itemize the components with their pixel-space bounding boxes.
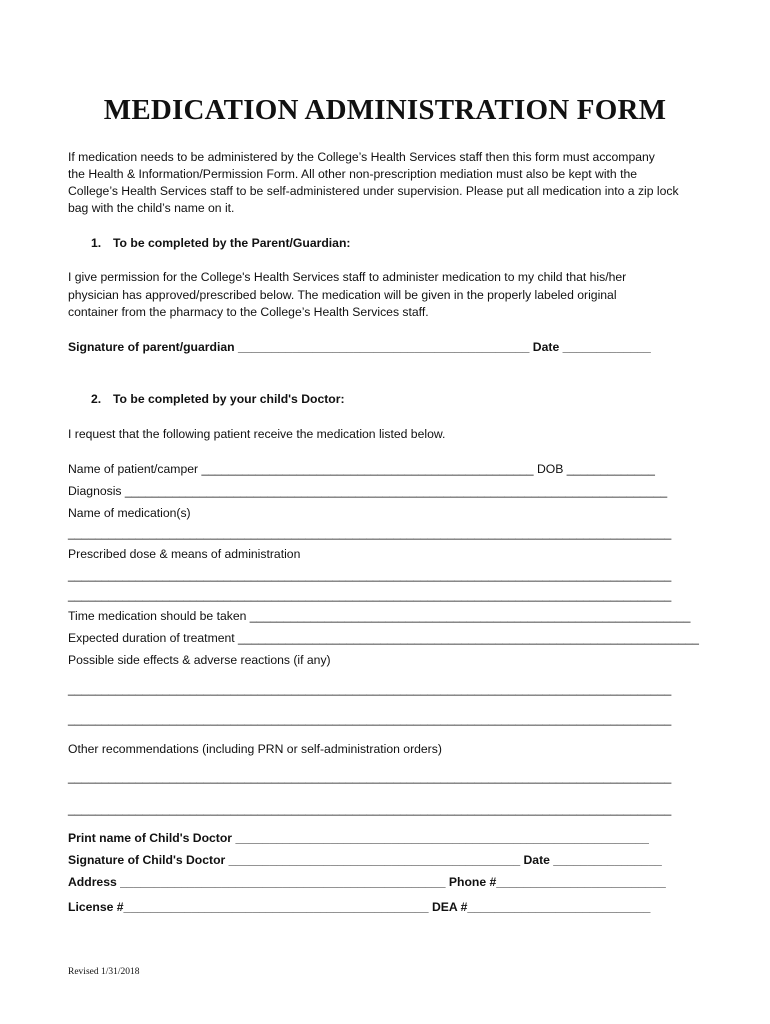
section-2-number: 2. <box>91 392 102 406</box>
doctor-signature-field[interactable]: Signature of Child's Doctor ___________________________________________ Date ________________ <box>68 853 662 867</box>
permission-line-3: container from the pharmacy to the College’s Health Services staff. <box>68 305 429 319</box>
intro-line-3: College’s Health Services staff to be self-administered under supervision. Please put all medication into a zip lock <box>68 184 679 198</box>
intro-line-1: If medication needs to be administered by the College’s Health Services staff then this form must accompany <box>68 150 655 164</box>
revision-date: Revised 1/31/2018 <box>68 967 140 977</box>
time-field[interactable]: Time medication should be taken _________________________________________________________________ <box>68 609 691 623</box>
intro-line-4: bag with the child’s name on it. <box>68 201 235 215</box>
other-recommendations-field-2[interactable]: _________________________________________________________________________________________ <box>68 802 672 816</box>
dose-field-1[interactable]: _________________________________________________________________________________________ <box>68 568 672 582</box>
license-dea-field[interactable]: License #_____________________________________________ DEA #___________________________ <box>68 900 651 914</box>
other-recommendations-label: Other recommendations (including PRN or self-administration orders) <box>68 742 442 756</box>
diagnosis-field[interactable]: Diagnosis ________________________________________________________________________________ <box>68 484 668 498</box>
address-phone-field[interactable]: Address ________________________________________________ Phone #_________________________ <box>68 875 666 889</box>
form-title: MEDICATION ADMINISTRATION FORM <box>103 94 667 126</box>
side-effects-field-1[interactable]: _________________________________________________________________________________________ <box>68 682 672 696</box>
permission-line-2: physician has approved/prescribed below. The medication will be given in the properly labeled original <box>68 288 617 302</box>
side-effects-field-2[interactable]: _________________________________________________________________________________________ <box>68 712 672 726</box>
section-2-heading-text: To be completed by your child's Doctor: <box>113 392 345 406</box>
permission-line-1: I give permission for the College's Health Services staff to administer medication to my child that his/her <box>68 270 627 284</box>
dose-field-2[interactable]: _________________________________________________________________________________________ <box>68 588 672 602</box>
section-1-heading <box>91 235 350 251</box>
doctor-print-name-field[interactable]: Print name of Child's Doctor _____________________________________________________________ <box>68 831 649 845</box>
section-1-number: 1. <box>91 236 102 250</box>
patient-name-field[interactable]: Name of patient/camper _________________________________________________ DOB _____________ <box>68 462 655 476</box>
parent-signature-field[interactable]: Signature of parent/guardian ___________________________________________ Date _____________ <box>68 340 651 354</box>
side-effects-label: Possible side effects & adverse reactions (if any) <box>68 653 331 667</box>
section-1-heading-text: To be completed by the Parent/Guardian: <box>113 236 351 250</box>
dose-label: Prescribed dose & means of administration <box>68 547 301 561</box>
medication-name-label: Name of medication(s) <box>68 506 191 520</box>
intro-line-2: the Health & Information/Permission Form. All other non-prescription mediation must also be kept with the <box>68 167 638 181</box>
other-recommendations-field-1[interactable]: _________________________________________________________________________________________ <box>68 770 672 784</box>
medication-name-field[interactable]: _________________________________________________________________________________________ <box>68 526 672 540</box>
section-2-heading <box>91 391 345 407</box>
duration-field[interactable]: Expected duration of treatment ____________________________________________________________________ <box>68 631 699 645</box>
doctor-request-text: I request that the following patient receive the medication listed below. <box>68 427 446 441</box>
